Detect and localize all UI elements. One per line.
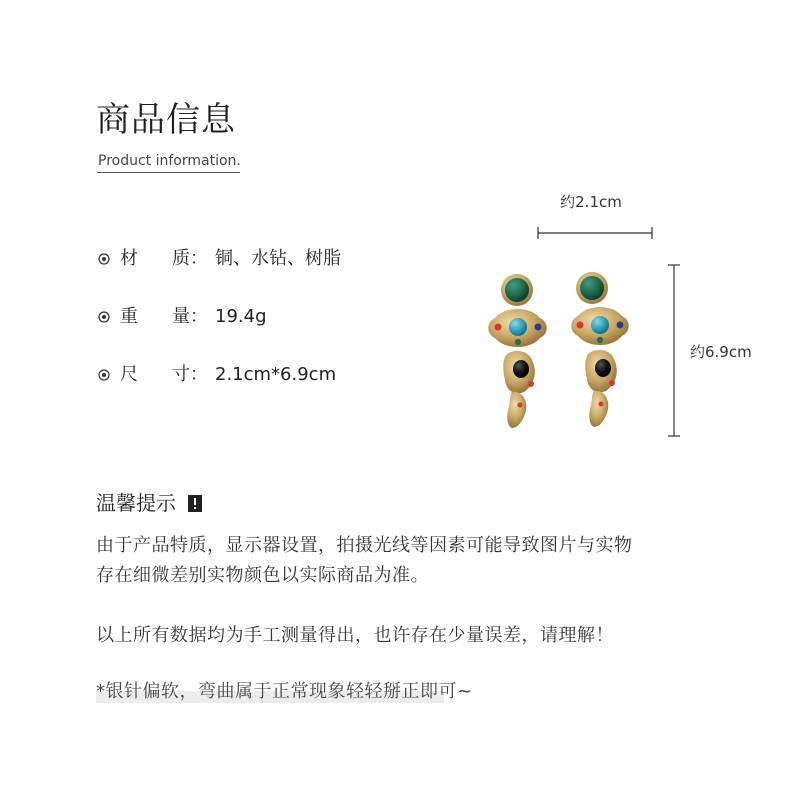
spec-material-value: 铜、水钻、树脂: [215, 248, 341, 269]
exclamation-icon: [188, 495, 202, 512]
width-dimension-line: [538, 227, 652, 239]
spec-colon: ：: [190, 248, 208, 269]
ruby-accent-stone: [609, 380, 615, 386]
onyx-stone: [513, 360, 529, 378]
notice-title-row: [96, 490, 176, 516]
ruby-stone: [577, 322, 584, 329]
onyx-stone: [595, 359, 611, 377]
notice-line-2: 以上所有数据均为手工测量得出，也许存在少量误差，请理解！: [96, 625, 614, 646]
sapphire-stone: [617, 322, 624, 329]
notice-line-1b: 存在细微差别实物颜色以实际商品为准。: [96, 565, 429, 586]
emerald-stone: [580, 276, 604, 300]
drop-tail: [507, 392, 526, 428]
height-dimension-label: 约6.9cm: [690, 343, 752, 361]
spec-label-char: 材: [120, 248, 138, 269]
notice-title: 温馨提示: [96, 491, 176, 515]
notice-line-3: *银针偏软，弯曲属于正常现象轻轻掰正即可~: [96, 681, 473, 702]
page-title: 商品信息: [96, 100, 236, 140]
page-subtitle: Product information.: [98, 153, 241, 169]
spec-label-char: 尺: [120, 364, 138, 385]
ruby-stone: [495, 324, 502, 331]
spec-colon: ：: [190, 364, 208, 385]
spec-label-char: 质: [172, 248, 190, 269]
spec-colon: ：: [190, 306, 208, 327]
turquoise-stone: [509, 318, 527, 336]
drop-tail: [589, 391, 608, 427]
tail-stone: [599, 402, 604, 407]
spec-label-char: 寸: [172, 364, 190, 385]
tail-stone: [518, 403, 523, 408]
spec-label-char: 重: [120, 306, 138, 327]
turquoise-stone: [591, 316, 609, 334]
width-dimension-label: 约2.1cm: [560, 193, 622, 211]
right-earring: [571, 272, 629, 427]
spec-weight-value: 19.4g: [215, 306, 267, 327]
green-accent-stone: [515, 339, 521, 345]
sapphire-stone: [535, 324, 542, 331]
ruby-accent-stone: [528, 381, 534, 387]
green-accent-stone: [597, 337, 603, 343]
height-dimension-line: [668, 265, 680, 436]
emerald-stone: [505, 278, 529, 302]
left-earring: [488, 274, 547, 428]
notice-line-1: 由于产品特质，显示器设置，拍摄光线等因素可能导致图片与实物: [96, 535, 633, 556]
spec-label-char: 量: [172, 306, 190, 327]
spec-size-value: 2.1cm*6.9cm: [215, 364, 337, 385]
